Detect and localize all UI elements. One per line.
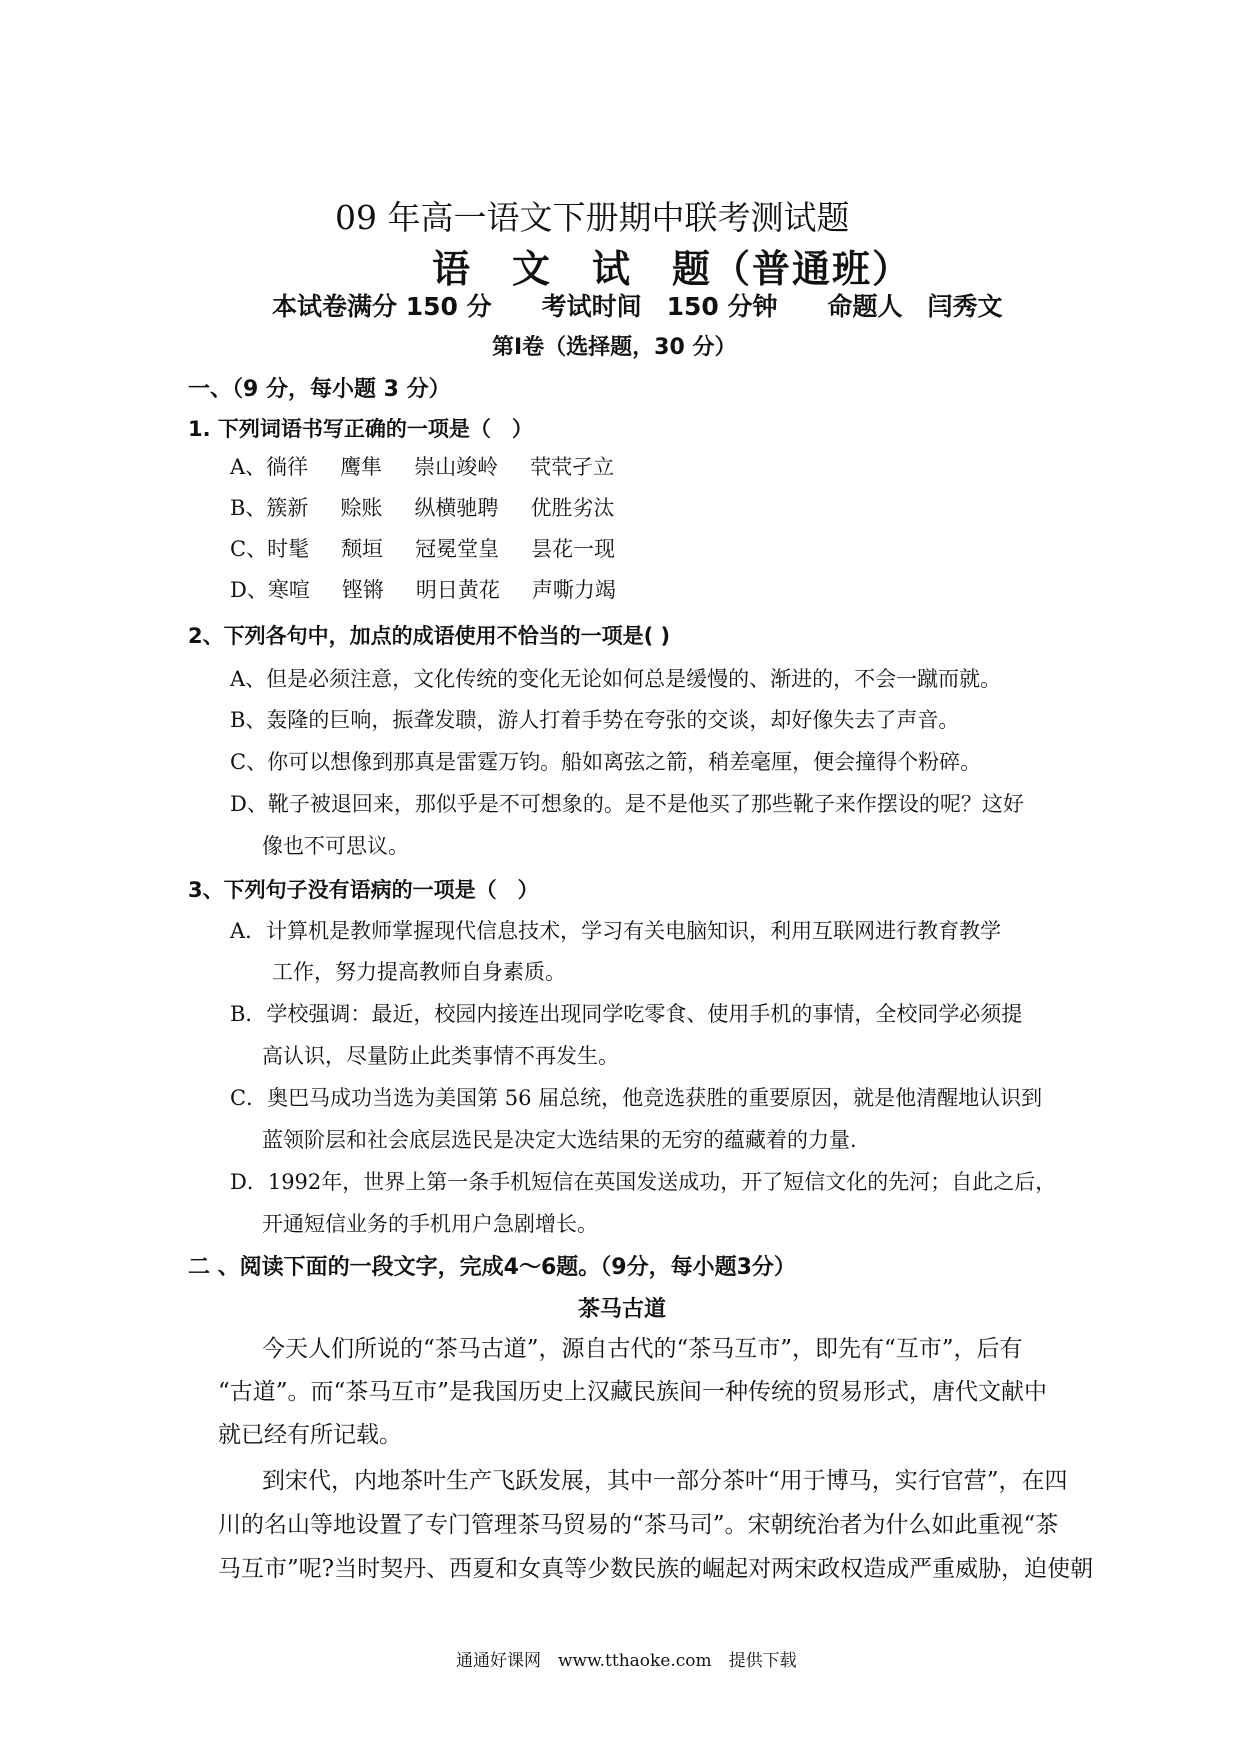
q1-a-word: A、徜徉	[230, 455, 309, 479]
paragraph-line: 川的名山等地设置了专门管理茶马贸易的“茶马司”。宋朝统治者为什么如此重视“茶	[218, 1512, 1059, 1538]
q2-line: B、轰隆的巨响，振聋发聩，游人打着手势在夸张的交谈，却好像失去了声音。	[230, 708, 960, 732]
section1-heading: 一、（9 分，每小题 3 分）	[188, 377, 451, 402]
q3-stem: 3、下列句子没有语病的一项是（ ）	[188, 878, 539, 902]
paragraph-line: 到宋代，内地茶叶生产飞跃发展，其中一部分茶叶“用于博马，实行官营”，在四	[262, 1468, 1068, 1494]
q1-d-word: 声嘶力竭	[531, 578, 616, 602]
q1-d-word: 明日黄花	[415, 578, 500, 602]
q1-c-word: 冠冕堂皇	[415, 537, 500, 561]
q1-b-word: 优胜劣汰	[530, 496, 615, 520]
q3-line: 工作，努力提高教师自身素质。	[272, 960, 566, 984]
q1-b-word: B、簇新	[230, 496, 309, 520]
q2-line: C、你可以想像到那真是雷霆万钧。船如离弦之箭，稍差毫厘，便会撞得个粉碎。	[230, 750, 982, 774]
q2-stem: 2、下列各句中，加点的成语使用不恰当的一项是( )	[188, 624, 671, 648]
title-main: 语 文 试 题（普通班）	[432, 247, 913, 291]
q3-line: C．奥巴马成功当选为美国第 56 届总统，他竞选获胜的重要原因，就是他清醒地认识到	[230, 1086, 1043, 1110]
q1-stem: 1. 下列词语书写正确的一项是（ ）	[188, 417, 533, 441]
q1-b-word: 纵横驰聘	[414, 496, 499, 520]
q1-c-word: 颓垣	[341, 537, 384, 561]
q1-d-word: D、寒喧	[230, 578, 310, 602]
q3-line: B．学校强调：最近，校园内接连出现同学吃零食、使用手机的事情，全校同学必须提	[230, 1002, 1023, 1026]
q1-option-b	[230, 492, 614, 522]
q1-c-word: 昙花一现	[531, 537, 616, 561]
section2-heading: 二 、阅读下面的一段文字，完成4～6题。（9分，每小题3分）	[188, 1255, 796, 1280]
footer: 通通好课网 www.tthaoke.com 提供下载	[456, 1651, 797, 1671]
q1-a-word: 崇山竣岭	[414, 455, 499, 479]
q1-b-word: 赊账	[340, 496, 383, 520]
volume-heading: 第Ⅰ卷（选择题，30 分）	[492, 335, 737, 360]
paragraph-line: 就已经有所记载。	[218, 1422, 402, 1448]
paragraph-line: 马互市”呢?当时契丹、西夏和女真等少数民族的崛起对两宋政权造成严重威胁，迫使朝	[218, 1556, 1094, 1582]
q2-line: D、靴子被退回来，那似乎是不可想象的。是不是他买了那些靴子来作摆设的呢？这好	[230, 792, 1024, 816]
q1-a-word: 茕茕孑立	[530, 455, 615, 479]
article-title: 茶马古道	[578, 1297, 667, 1322]
title-top: 09 年高一语文下册期中联考测试题	[335, 198, 850, 237]
q1-d-word: 铿锵	[341, 578, 384, 602]
q1-c-word: C、时髦	[230, 537, 310, 561]
q3-line: 高认识，尽量防止此类事情不再发生。	[262, 1044, 619, 1068]
q1-a-word: 鹰隼	[340, 455, 383, 479]
exam-info: 本试卷满分 150 分 考试时间 150 分钟 命题人 闫秀文	[272, 292, 1003, 321]
q2-line: 像也不可思议。	[262, 834, 409, 858]
q3-line: 蓝领阶层和社会底层选民是决定大选结果的无穷的蕴藏着的力量.	[262, 1128, 857, 1152]
q3-line: D．1992年，世界上第一条手机短信在英国发送成功，开了短信文化的先河；自此之后，	[230, 1170, 1057, 1194]
q2-line: A、但是必须注意，文化传统的变化无论如何总是缓慢的、渐进的，不会一蹴而就。	[230, 667, 1002, 691]
paragraph-line: “古道”。而“茶马互市”是我国历史上汉藏民族间一种传统的贸易形式，唐代文献中	[218, 1379, 1048, 1405]
paragraph-line: 今天人们所说的“茶马古道”，源自古代的“茶马互市”，即先有“互市”，后有	[262, 1336, 1023, 1362]
q1-option-c	[230, 533, 615, 563]
q1-option-d	[230, 574, 616, 604]
q3-line: A．计算机是教师掌握现代信息技术，学习有关电脑知识，利用互联网进行教育教学	[230, 919, 1002, 943]
q1-option-a	[230, 451, 614, 481]
q3-line: 开通短信业务的手机用户急剧增长。	[262, 1212, 598, 1236]
